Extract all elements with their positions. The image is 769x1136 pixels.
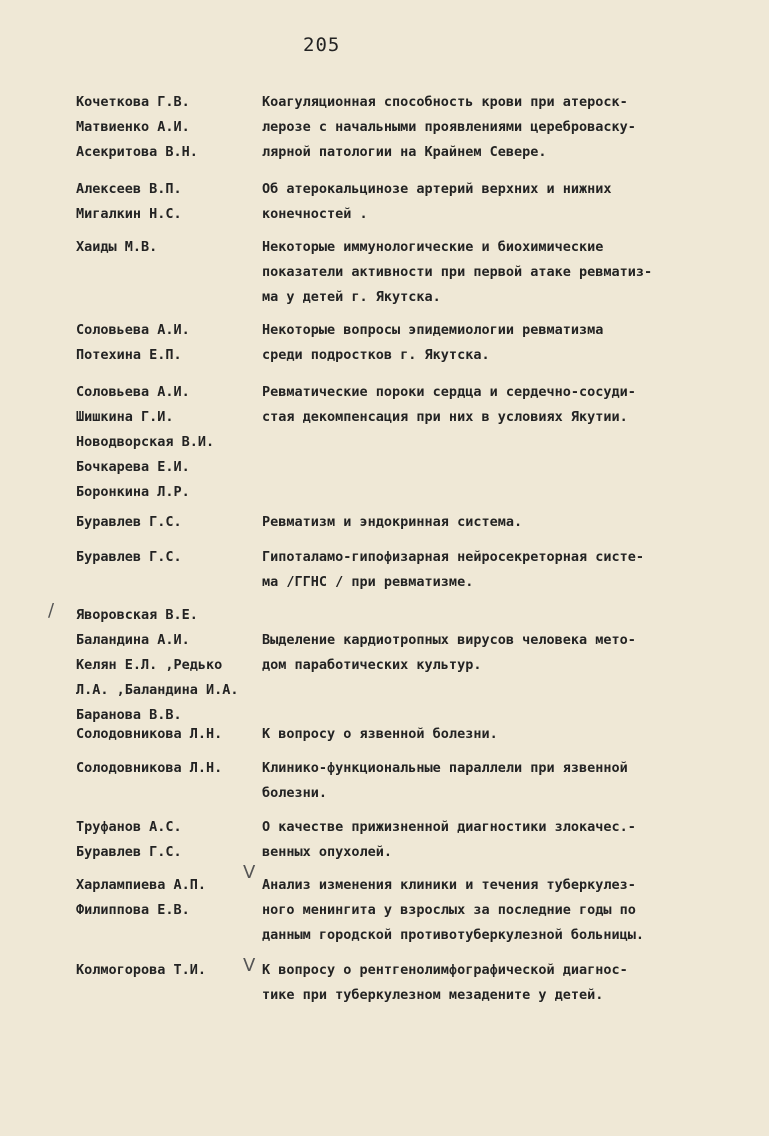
entry-title bbox=[262, 510, 732, 535]
title-line: венных опухолей. bbox=[262, 844, 393, 860]
entry-authors bbox=[76, 510, 258, 535]
entry-authors bbox=[76, 958, 258, 983]
author-name: Буравлев Г.С. bbox=[76, 514, 182, 530]
entry-title bbox=[262, 90, 732, 165]
check-mark-icon: V bbox=[243, 955, 256, 976]
page-number: 205 bbox=[303, 34, 341, 56]
check-mark-icon: / bbox=[48, 600, 55, 621]
entry-authors bbox=[76, 722, 258, 747]
entry-authors bbox=[76, 318, 258, 368]
title-line: лерозе с начальными проявлениями цереброваску- bbox=[262, 119, 636, 135]
author-name: Баландина А.И. bbox=[76, 632, 190, 648]
title-line: Некоторые иммунологические и биохимические bbox=[262, 239, 604, 255]
title-line: К вопросу о язвенной болезни. bbox=[262, 726, 498, 742]
entry-authors bbox=[76, 235, 258, 260]
entry-authors bbox=[76, 380, 258, 505]
title-line: дом паработических культур. bbox=[262, 657, 482, 673]
author-name: Л.А. ,Баландина И.А. bbox=[76, 682, 239, 698]
author-name: Соловьева А.И. bbox=[76, 322, 190, 338]
title-line: Клинико-функциональные параллели при язвенной bbox=[262, 760, 628, 776]
title-line bbox=[262, 603, 732, 628]
title-line: стая декомпенсация при них в условиях Якутии. bbox=[262, 409, 628, 425]
title-line: Ревматизм и эндокринная система. bbox=[262, 514, 523, 530]
entry-authors bbox=[76, 177, 258, 227]
entry-title bbox=[262, 380, 732, 430]
title-line: лярной патологии на Крайнем Севере. bbox=[262, 144, 547, 160]
title-line: Некоторые вопросы эпидемиологии ревматизма bbox=[262, 322, 604, 338]
author-name: Асекритова В.Н. bbox=[76, 144, 198, 160]
author-name: Кочеткова Г.В. bbox=[76, 94, 190, 110]
author-name: Колмогорова Т.И. bbox=[76, 962, 207, 978]
author-name: Харлампиева А.П. bbox=[76, 877, 207, 893]
title-line: К вопросу о рентгенолимфографической диагнос- bbox=[262, 962, 628, 978]
author-name: Мигалкин Н.С. bbox=[76, 206, 182, 222]
title-line: Коагуляционная способность крови при атероск- bbox=[262, 94, 628, 110]
entry-title bbox=[262, 177, 732, 227]
entry-title bbox=[262, 603, 732, 678]
title-line: Выделение кардиотропных вирусов человека мето- bbox=[262, 632, 636, 648]
entry-authors bbox=[76, 545, 258, 570]
title-line: данным городской противотуберкулезной больницы. bbox=[262, 927, 645, 943]
author-name: Соловьева А.И. bbox=[76, 384, 190, 400]
author-name: Потехина Е.П. bbox=[76, 347, 182, 363]
author-name: Боронкина Л.Р. bbox=[76, 484, 190, 500]
title-line: Гипоталамо-гипофизарная нейросекреторная систе- bbox=[262, 549, 645, 565]
entry-title bbox=[262, 815, 732, 865]
title-line: ного менингита у взрослых за последние годы по bbox=[262, 902, 636, 918]
author-name: Филиппова Е.В. bbox=[76, 902, 190, 918]
author-name: Солодовникова Л.Н. bbox=[76, 760, 223, 776]
title-line: О качестве прижизненной диагностики злокачес.- bbox=[262, 819, 636, 835]
entry-title bbox=[262, 958, 732, 1008]
title-line: Об атерокальцинозе артерий верхних и нижних bbox=[262, 181, 612, 197]
title-line: ма у детей г. Якутска. bbox=[262, 289, 441, 305]
author-name: Келян Е.Л. ,Редько bbox=[76, 657, 223, 673]
author-name: Буравлев Г.С. bbox=[76, 549, 182, 565]
title-line: ма /ГГНС / при ревматизме. bbox=[262, 574, 474, 590]
entry-authors bbox=[76, 756, 258, 781]
author-name: Солодовникова Л.Н. bbox=[76, 726, 223, 742]
entry-title bbox=[262, 756, 732, 806]
author-name: Алексеев В.П. bbox=[76, 181, 182, 197]
author-name: Баранова В.В. bbox=[76, 707, 182, 723]
title-line: тике при туберкулезном мезадените у детей. bbox=[262, 987, 604, 1003]
author-name: Хаиды М.В. bbox=[76, 239, 158, 255]
entry-authors bbox=[76, 873, 258, 923]
entry-authors bbox=[76, 603, 258, 728]
title-line: болезни. bbox=[262, 785, 328, 801]
author-name: Новодворская В.И. bbox=[76, 434, 215, 450]
author-name: Шишкина Г.И. bbox=[76, 409, 174, 425]
author-name: Яворовская В.Е. bbox=[76, 607, 198, 623]
entry-title bbox=[262, 722, 732, 747]
author-name: Буравлев Г.С. bbox=[76, 844, 182, 860]
entry-authors bbox=[76, 815, 258, 865]
title-line: Ревматические пороки сердца и сердечно-сосуди- bbox=[262, 384, 636, 400]
title-line: конечностей . bbox=[262, 206, 368, 222]
entry-title bbox=[262, 235, 732, 310]
entry-title bbox=[262, 873, 732, 948]
author-name: Труфанов А.С. bbox=[76, 819, 182, 835]
author-name: Матвиенко А.И. bbox=[76, 119, 190, 135]
title-line: показатели активности при первой атаке ревматиз- bbox=[262, 264, 653, 280]
title-line: Анализ изменения клиники и течения туберкулез- bbox=[262, 877, 636, 893]
entry-authors bbox=[76, 90, 258, 165]
author-name: Бочкарева Е.И. bbox=[76, 459, 190, 475]
entry-title bbox=[262, 545, 732, 595]
title-line: среди подростков г. Якутска. bbox=[262, 347, 490, 363]
entry-title bbox=[262, 318, 732, 368]
check-mark-icon: V bbox=[243, 862, 256, 883]
